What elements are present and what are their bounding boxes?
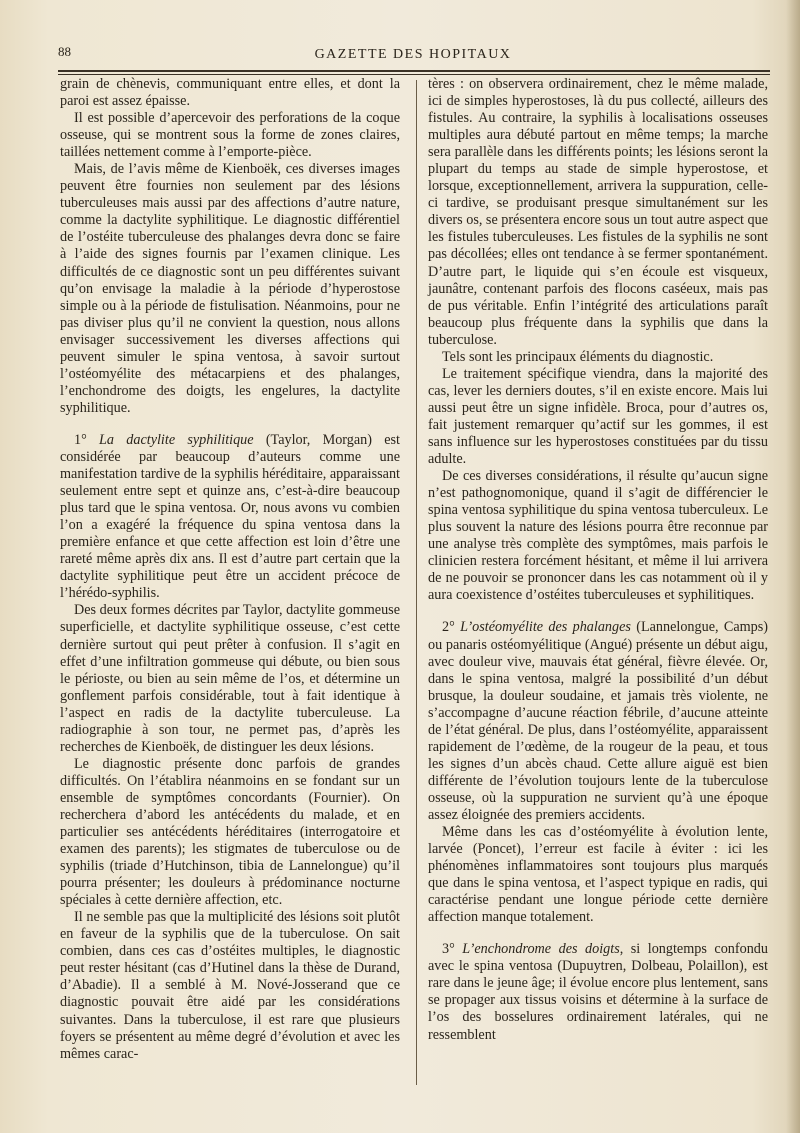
section-heading: L’ostéomyélite des phalanges [460, 619, 631, 636]
page-edge-shadow [786, 0, 800, 1133]
paragraph: Mais, de l’avis même de Kienboëk, ces diverses images peuvent être fournies non seulement par des lésions tuberculeuses mais aussi par des affections d’autre nature, comme la dactylite syphilitique. Le diagnostic différentiel de l’ostéite tuberculeuse des phalanges devra donc se faire à l’aide des signes fournis par l’examen clinique. Les difficultés de ce diagnostic sont un peu différentes suivant qu’on envisage la maladie à la période d’hyperostose simple ou à la période de fistulisation. Néanmoins, pour ne pas diviser plus qu’il ne convient la question, nous allons envisager successivement les diverses affections qui peuvent simuler le spina ventosa, à savoir surtout l’ostéomyélite des métacarpiens et des phalanges, l’enchondrome des doigts, les engelures, la dactylite syphilitique. [60, 161, 400, 416]
paragraph: grain de chènevis, communiquant entre elles, et dont la paroi est assez épaisse. [60, 76, 400, 110]
page-number: 88 [58, 44, 71, 59]
paragraph: Même dans les cas d’ostéomyélite à évolution lente, larvée (Poncet), l’erreur est facile à éviter : ici les phénomènes inflammatoires sont toujours plus marqués que dans le spina ventosa, et l’aspect typique en radis, qui caractérise pendant une longue période cette dernière affection manque totalement. [428, 824, 768, 926]
paragraph: Le traitement spécifique viendra, dans la majorité des cas, lever les derniers doutes, s’il en existe encore. Mais lui aussi peut être un signe infidèle. Broca, pour d’autres os, fait justement remarquer qu’actif sur les gommes, il est sans influence sur les hyperostoses constituées par du tissu adulte. [428, 365, 768, 468]
section-paragraph: 1° La dactylite syphilitique (Taylor, Morgan) est considérée par beaucoup d’auteurs comme une manifestation tardive de la syphilis héréditaire, apparaissant seulement entre sept et quinze ans, c’est-à-dire beaucoup plus tard que le spina ventosa. Or, nous avons vu combien l’on a exagéré la fréquence du spina ventosa dans la première enfance et que cette affection est loin d’être une rareté même après dix ans. Il est d’autre part certain que la dactylite syphilitique peut être un accident précoce de l’hérédo-syphilis. [60, 431, 400, 602]
right-column [428, 76, 768, 1044]
column-divider [416, 80, 417, 1085]
left-column [60, 76, 400, 1063]
paragraph: tères : on observera ordinairement, chez le même malade, ici de simples hyperostoses, là du pus collecté, ailleurs des fistules. Au contraire, la syphilis à localisations osseuses multiples aura débuté partout en même temps; la marche sera parallèle dans les différents points; les lésions seront la plupart du temps au stade de simple hyperostose, et lorsque, exceptionnellement, arrivera la suppuration, celle-ci tardive, se produisant presque simultanément sur les divers os, se présentera encore sous un tout autre aspect que les fistules tuberculeuses. Les fistules de la syphilis ne sont pas décollées; elles ont tendance à se fermer spontanément. D’autre part, le liquide qui s’en écoule est visqueux, jaunâtre, contenant parfois des flocons caséeux, mais pas de pus véritable. Enfin l’intégrité des articulations paraît beaucoup plus fréquente dans la syphilis que dans la tuberculose. [428, 76, 768, 348]
header-rule-top [58, 70, 770, 72]
section-heading: L’enchondrome des doigts [462, 941, 620, 958]
page-header [58, 42, 768, 72]
paragraph: Il est possible d’apercevoir des perforations de la coque osseuse, qui se montrent sous la forme de zones claires, taillées nettement comme à l’emporte-pièce. [60, 110, 400, 161]
section-paragraph: 3° L’enchondrome des doigts, si longtemps confondu avec le spina ventosa (Dupuytren, Dolbeau, Polaillon), est rare dans le jeune âge; il évolue encore plus lentement, sans se propager aux tissus voisins et détermine à la surface de l’os des bosselures ordinairement latérales, qui ne ressemblent [428, 941, 768, 1043]
paragraph: De ces diverses considérations, il résulte qu’aucun signe n’est pathognomonique, quand il s’agit de différencier le spina ventosa syphilitique du spina ventosa tuberculeux. Le plus souvent la nature des lésions pourra être reconnue par une analyse très complète des symptômes, mais parfois le clinicien restera forcément hésitant, et même il lui arrivera de ne pouvoir se prononcer dans les cas notamment où il y aura coexistence d’ostéites tuberculeuses et syphilitiques. [428, 468, 768, 604]
paragraph: Le diagnostic présente donc parfois de grandes difficultés. On l’établira néanmoins en se fondant sur un ensemble de symptômes concordants (Fournier). On recherchera d’abord les antécédents du malade, et en particulier ses antécédents héréditaires (interrogatoire et examen des parents); les stigmates de tuberculose ou de syphilis (triade d’Hutchinson, tibia de Lannelongue) qu’il pourra présenter; les douleurs à prédominance nocturne spéciales à cette dernière affection, etc. [60, 755, 400, 909]
paragraph: Des deux formes décrites par Taylor, dactylite gommeuse superficielle, et dactylite syphilitique osseuse, c’est cette dernière surtout qui peut prêter à confusion. Il s’agit en effet d’une infiltration gommeuse qui débute, ou bien sous le périoste, ou bien au sein même de l’os, et détermine un gonflement parfois considérable, tout à fait identique à l’aspect en radis de la dactylite tuberculeuse. La radiographie à son tour, ne permet pas, d’après les recherches de Kienboëk, de distinguer les deux lésions. [60, 602, 400, 755]
paragraph: Tels sont les principaux éléments du diagnostic. [442, 348, 714, 365]
section-heading: La dactylite syphilitique [99, 431, 254, 448]
paragraph: Il ne semble pas que la multiplicité des lésions soit plutôt en faveur de la syphilis que de la tuberculose. On sait combien, dans ces cas d’ostéites multiples, le diagnostic peut rester hésitant (cas d’Hutinel dans la thèse de Durand, d’Abadie). Il a semblé à M. Nové-Josserand que ce diagnostic pouvait être aidé par les considérations suivantes. Dans la tuberculose, il est rare que plusieurs foyers se présentent au même degré d’évolution et avec les mêmes carac- [60, 909, 400, 1062]
journal-title: GAZETTE DES HOPITAUX [314, 47, 512, 62]
section-paragraph: 2° L’ostéomyélite des phalanges (Lannelongue, Camps) ou panaris ostéomyélitique (Angué) présente un début aigu, avec douleur vive, mauvais état général, fièvre élevée. Or, dans le spina ventosa, malgré la possibilité d’un début brusque, la douleur soudaine, et jamais très violente, ne s’accompagne d’aucune réaction fébrile, d’aucune atteinte de l’état général. De plus, dans l’ostéomyélite, apparaissent rapidement de l’œdème, de la rougeur de la peau, et tous les signes d’un abcès chaud. Cette allure aiguë est bien différente de l’évolution toujours lente de la tuberculose osseuse, où la suppuration ne survient qu’à une époque assez éloignée des premiers accidents. [428, 619, 768, 823]
header-rule-bottom [58, 74, 770, 75]
